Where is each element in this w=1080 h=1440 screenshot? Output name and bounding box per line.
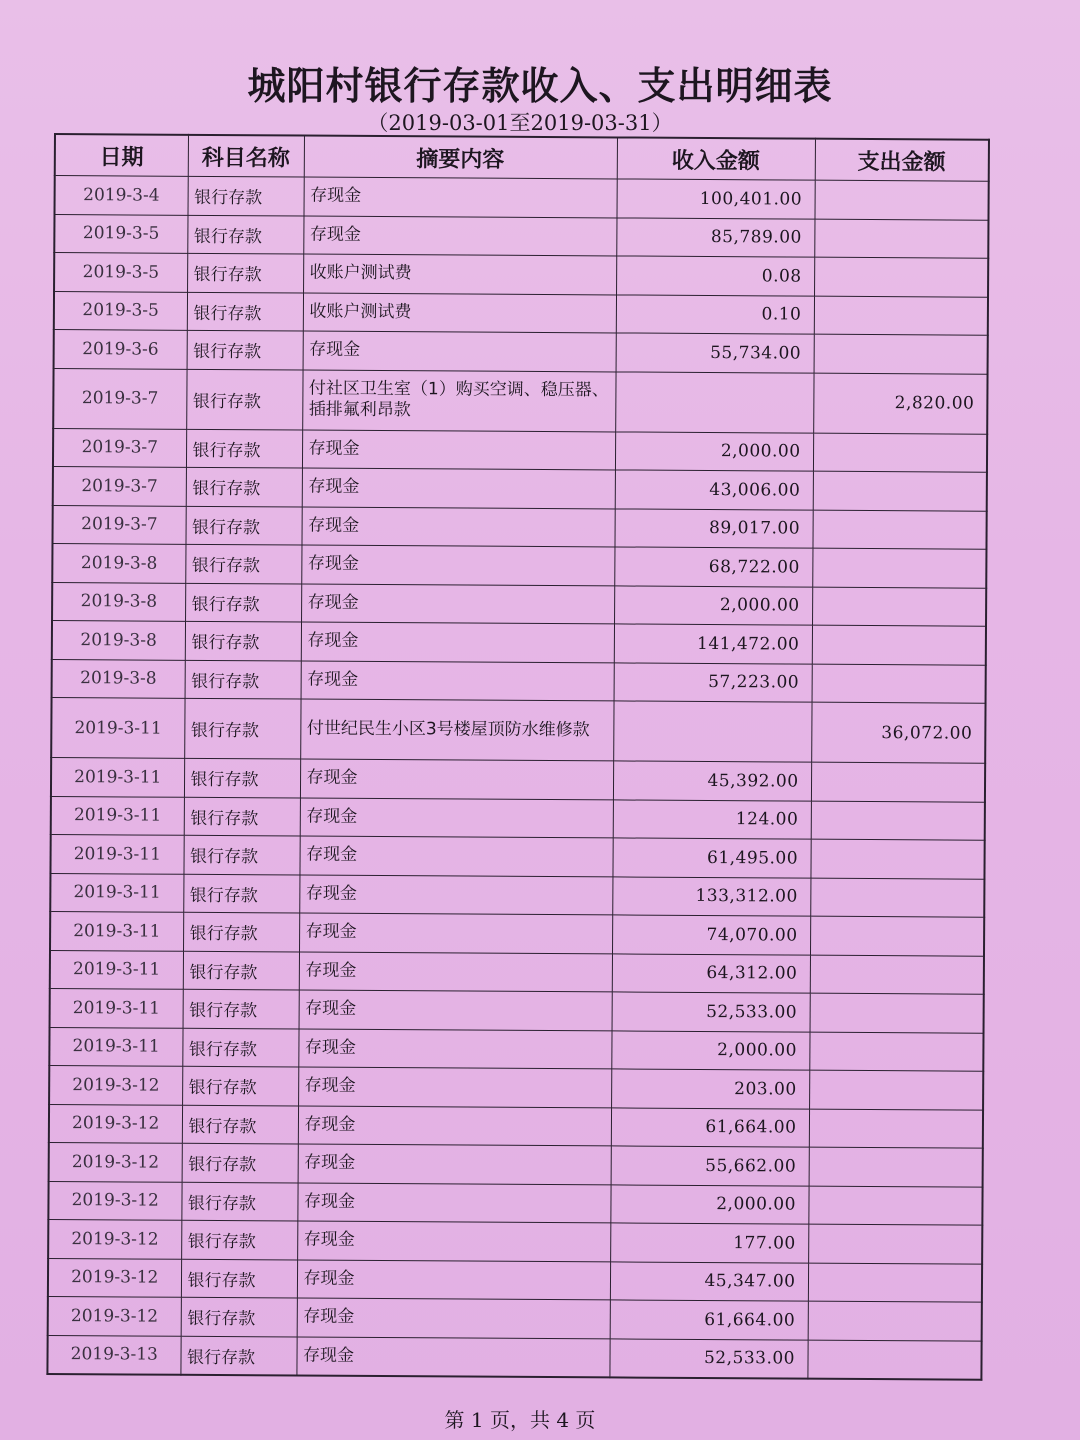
table-row (54, 253, 988, 297)
summary-cell: 存现金 (299, 990, 612, 1030)
subject-cell: 银行存款 (186, 467, 302, 506)
table-row (50, 873, 984, 917)
expense-cell (807, 1340, 981, 1380)
expense-cell (812, 587, 986, 627)
income-cell: 61,664.00 (610, 1300, 808, 1340)
income-cell: 89,017.00 (614, 508, 812, 548)
summary-cell: 存现金 (296, 1337, 609, 1378)
subject-cell: 银行存款 (181, 1220, 297, 1259)
expense-cell (808, 1263, 982, 1303)
ledger-table (46, 133, 990, 1381)
income-cell: 141,472.00 (614, 624, 812, 664)
income-cell: 177.00 (610, 1223, 808, 1263)
page-footer: 第 1 页，共 4 页 (444, 1408, 596, 1432)
table-row (49, 1027, 983, 1071)
table-row (52, 582, 986, 626)
date-cell: 2019-3-11 (51, 757, 184, 796)
income-cell: 124.00 (613, 799, 811, 839)
expense-cell (814, 257, 988, 297)
income-cell: 55,662.00 (611, 1146, 809, 1186)
summary-cell: 存现金 (304, 177, 617, 217)
subject-cell: 银行存款 (184, 797, 300, 836)
subject-cell: 银行存款 (187, 330, 303, 369)
header-expense: 支出金额 (815, 139, 989, 182)
table-row (52, 505, 986, 549)
table-row (53, 368, 987, 434)
subject-cell: 银行存款 (186, 369, 302, 430)
income-cell (613, 701, 811, 762)
date-cell: 2019-3-5 (54, 253, 187, 292)
table-row (49, 1104, 983, 1148)
date-cell: 2019-3-11 (50, 950, 183, 989)
table-row (54, 214, 988, 258)
summary-cell: 付世纪民生小区3号楼屋顶防水维修款 (300, 699, 613, 761)
table-row (53, 428, 987, 472)
date-cell: 2019-3-5 (54, 291, 187, 330)
income-cell: 2,000.00 (611, 1030, 809, 1070)
expense-cell (810, 839, 984, 879)
summary-cell: 收账户测试费 (303, 254, 616, 294)
subject-cell: 银行存款 (182, 1066, 298, 1105)
income-cell: 52,533.00 (612, 992, 810, 1032)
subject-cell: 银行存款 (182, 1028, 298, 1067)
table-row (48, 1296, 982, 1340)
expense-cell: 2,820.00 (813, 373, 987, 434)
income-cell: 133,312.00 (612, 876, 810, 916)
expense-cell (814, 334, 988, 374)
subject-cell: 银行存款 (181, 1182, 297, 1221)
income-cell: 45,392.00 (613, 761, 811, 801)
income-cell: 2,000.00 (610, 1184, 808, 1224)
expense-cell (810, 878, 984, 918)
date-cell: 2019-3-6 (54, 330, 187, 369)
expense-cell (808, 1224, 982, 1264)
date-cell: 2019-3-8 (52, 582, 185, 621)
table-row (54, 291, 988, 335)
expense-cell (811, 762, 985, 802)
table-row (50, 988, 984, 1032)
summary-cell: 存现金 (301, 545, 614, 585)
expense-cell (812, 625, 986, 665)
summary-cell: 存现金 (303, 216, 616, 256)
summary-cell: 存现金 (301, 507, 614, 547)
table-row (51, 796, 985, 840)
table-row (50, 834, 984, 878)
table-row (48, 1258, 982, 1302)
expense-cell (809, 1070, 983, 1110)
income-cell: 52,533.00 (609, 1338, 807, 1378)
table-row (47, 1335, 981, 1380)
summary-cell: 存现金 (297, 1183, 610, 1223)
date-cell: 2019-3-12 (48, 1258, 181, 1297)
expense-cell (812, 510, 986, 550)
income-cell: 74,070.00 (612, 915, 810, 955)
date-cell: 2019-3-13 (47, 1335, 180, 1375)
subject-cell: 银行存款 (181, 1297, 297, 1336)
income-cell: 2,000.00 (614, 585, 812, 625)
income-cell (615, 371, 813, 432)
expense-cell: 36,072.00 (811, 702, 985, 763)
expense-cell (814, 180, 988, 220)
subject-cell: 银行存款 (185, 544, 301, 583)
date-cell: 2019-3-11 (51, 697, 184, 758)
income-cell: 203.00 (611, 1069, 809, 1109)
date-cell: 2019-3-11 (50, 911, 183, 950)
header-income: 收入金额 (617, 137, 815, 180)
summary-cell: 存现金 (301, 661, 614, 701)
date-cell: 2019-3-8 (52, 659, 185, 698)
expense-cell (808, 1186, 982, 1226)
summary-cell: 存现金 (297, 1221, 610, 1261)
summary-cell: 存现金 (300, 798, 613, 838)
summary-cell: 存现金 (299, 875, 612, 915)
income-cell: 0.08 (616, 256, 814, 296)
date-cell: 2019-3-11 (50, 873, 183, 912)
subject-cell: 银行存款 (188, 176, 304, 215)
date-cell: 2019-3-11 (50, 988, 183, 1027)
expense-cell (809, 1109, 983, 1149)
expense-cell (814, 296, 988, 336)
header-subject: 科目名称 (188, 135, 304, 177)
date-cell: 2019-3-7 (52, 505, 185, 544)
subject-cell: 银行存款 (183, 874, 299, 913)
subject-cell: 银行存款 (187, 253, 303, 292)
expense-cell (813, 433, 987, 473)
date-cell: 2019-3-7 (53, 368, 186, 429)
summary-cell: 存现金 (299, 913, 612, 953)
summary-cell: 存现金 (303, 331, 616, 371)
income-cell: 57,223.00 (614, 662, 812, 702)
ledger-table-container (46, 133, 988, 1381)
date-cell: 2019-3-11 (49, 1027, 182, 1066)
income-cell: 43,006.00 (615, 470, 813, 510)
expense-cell (810, 955, 984, 995)
summary-cell: 存现金 (301, 622, 614, 662)
table-row (48, 1181, 982, 1225)
table-row (50, 911, 984, 955)
subject-cell: 银行存款 (182, 1143, 298, 1182)
table-row (54, 330, 988, 374)
expense-cell (810, 916, 984, 956)
income-cell: 64,312.00 (612, 953, 810, 993)
header-summary: 摘要内容 (304, 136, 617, 179)
summary-cell: 存现金 (298, 1144, 611, 1184)
summary-cell: 存现金 (297, 1260, 610, 1300)
table-row (50, 950, 984, 994)
income-cell: 45,347.00 (610, 1261, 808, 1301)
date-cell: 2019-3-12 (48, 1296, 181, 1335)
expense-cell (810, 993, 984, 1033)
summary-cell: 存现金 (300, 759, 613, 799)
table-row (52, 659, 986, 703)
expense-cell (814, 219, 988, 259)
document-title: 城阳村银行存款收入、支出明细表 (247, 64, 833, 108)
date-cell: 2019-3-12 (48, 1181, 181, 1220)
income-cell: 85,789.00 (616, 217, 814, 257)
table-row (49, 1065, 983, 1109)
expense-cell (808, 1301, 982, 1341)
date-cell: 2019-3-8 (52, 543, 185, 582)
date-cell: 2019-3-12 (49, 1104, 182, 1143)
income-cell: 61,664.00 (611, 1107, 809, 1147)
summary-cell: 存现金 (299, 952, 612, 992)
expense-cell (811, 801, 985, 841)
expense-cell (812, 664, 986, 704)
subject-cell: 银行存款 (187, 292, 303, 331)
table-row (51, 757, 985, 801)
summary-cell: 付社区卫生室（1）购买空调、稳压器、插排氟利昂款 (302, 370, 615, 432)
income-cell: 55,734.00 (616, 333, 814, 373)
header-date: 日期 (55, 134, 188, 176)
subject-cell: 银行存款 (183, 989, 299, 1028)
summary-cell: 存现金 (297, 1298, 610, 1338)
table-header (55, 134, 989, 181)
subject-cell: 银行存款 (183, 835, 299, 874)
date-cell: 2019-3-12 (49, 1142, 182, 1181)
table-row (55, 176, 989, 220)
date-cell: 2019-3-7 (53, 466, 186, 505)
date-cell: 2019-3-12 (48, 1219, 181, 1258)
date-cell: 2019-3-11 (50, 834, 183, 873)
header-row (55, 134, 989, 181)
date-cell: 2019-3-8 (52, 620, 185, 659)
table-row (53, 466, 987, 510)
subject-cell: 银行存款 (185, 621, 301, 660)
date-cell: 2019-3-5 (54, 214, 187, 253)
subject-cell: 银行存款 (184, 698, 300, 759)
table-row (51, 697, 985, 763)
expense-cell (809, 1032, 983, 1072)
expense-cell (809, 1147, 983, 1187)
subject-cell: 银行存款 (183, 912, 299, 951)
summary-cell: 存现金 (302, 468, 615, 508)
summary-cell: 存现金 (298, 1029, 611, 1069)
date-cell: 2019-3-12 (49, 1065, 182, 1104)
table-row (52, 543, 986, 587)
subject-cell: 银行存款 (187, 215, 303, 254)
summary-cell: 存现金 (299, 836, 612, 876)
expense-cell (812, 548, 986, 588)
income-cell: 0.10 (616, 294, 814, 334)
date-cell: 2019-3-11 (51, 796, 184, 835)
subject-cell: 银行存款 (185, 506, 301, 545)
date-cell: 2019-3-4 (55, 176, 188, 215)
income-cell: 100,401.00 (616, 179, 814, 219)
subject-cell: 银行存款 (185, 660, 301, 699)
subject-cell: 银行存款 (182, 1105, 298, 1144)
table-row (52, 620, 986, 664)
summary-cell: 存现金 (301, 584, 614, 624)
table-body (47, 176, 988, 1380)
subject-cell: 银行存款 (183, 951, 299, 990)
date-range: （2019-03-01至2019-03-31） (367, 111, 673, 135)
income-cell: 61,495.00 (612, 838, 810, 878)
date-cell: 2019-3-7 (53, 428, 186, 467)
subject-cell: 银行存款 (185, 583, 301, 622)
subject-cell: 银行存款 (180, 1336, 296, 1376)
summary-cell: 存现金 (298, 1106, 611, 1146)
expense-cell (813, 471, 987, 511)
subject-cell: 银行存款 (181, 1259, 297, 1298)
subject-cell: 银行存款 (184, 758, 300, 797)
table-row (49, 1142, 983, 1186)
income-cell: 68,722.00 (614, 547, 812, 587)
summary-cell: 存现金 (302, 430, 615, 470)
subject-cell: 银行存款 (186, 429, 302, 468)
summary-cell: 收账户测试费 (303, 293, 616, 333)
income-cell: 2,000.00 (615, 431, 813, 471)
table-row (48, 1219, 982, 1263)
summary-cell: 存现金 (298, 1067, 611, 1107)
